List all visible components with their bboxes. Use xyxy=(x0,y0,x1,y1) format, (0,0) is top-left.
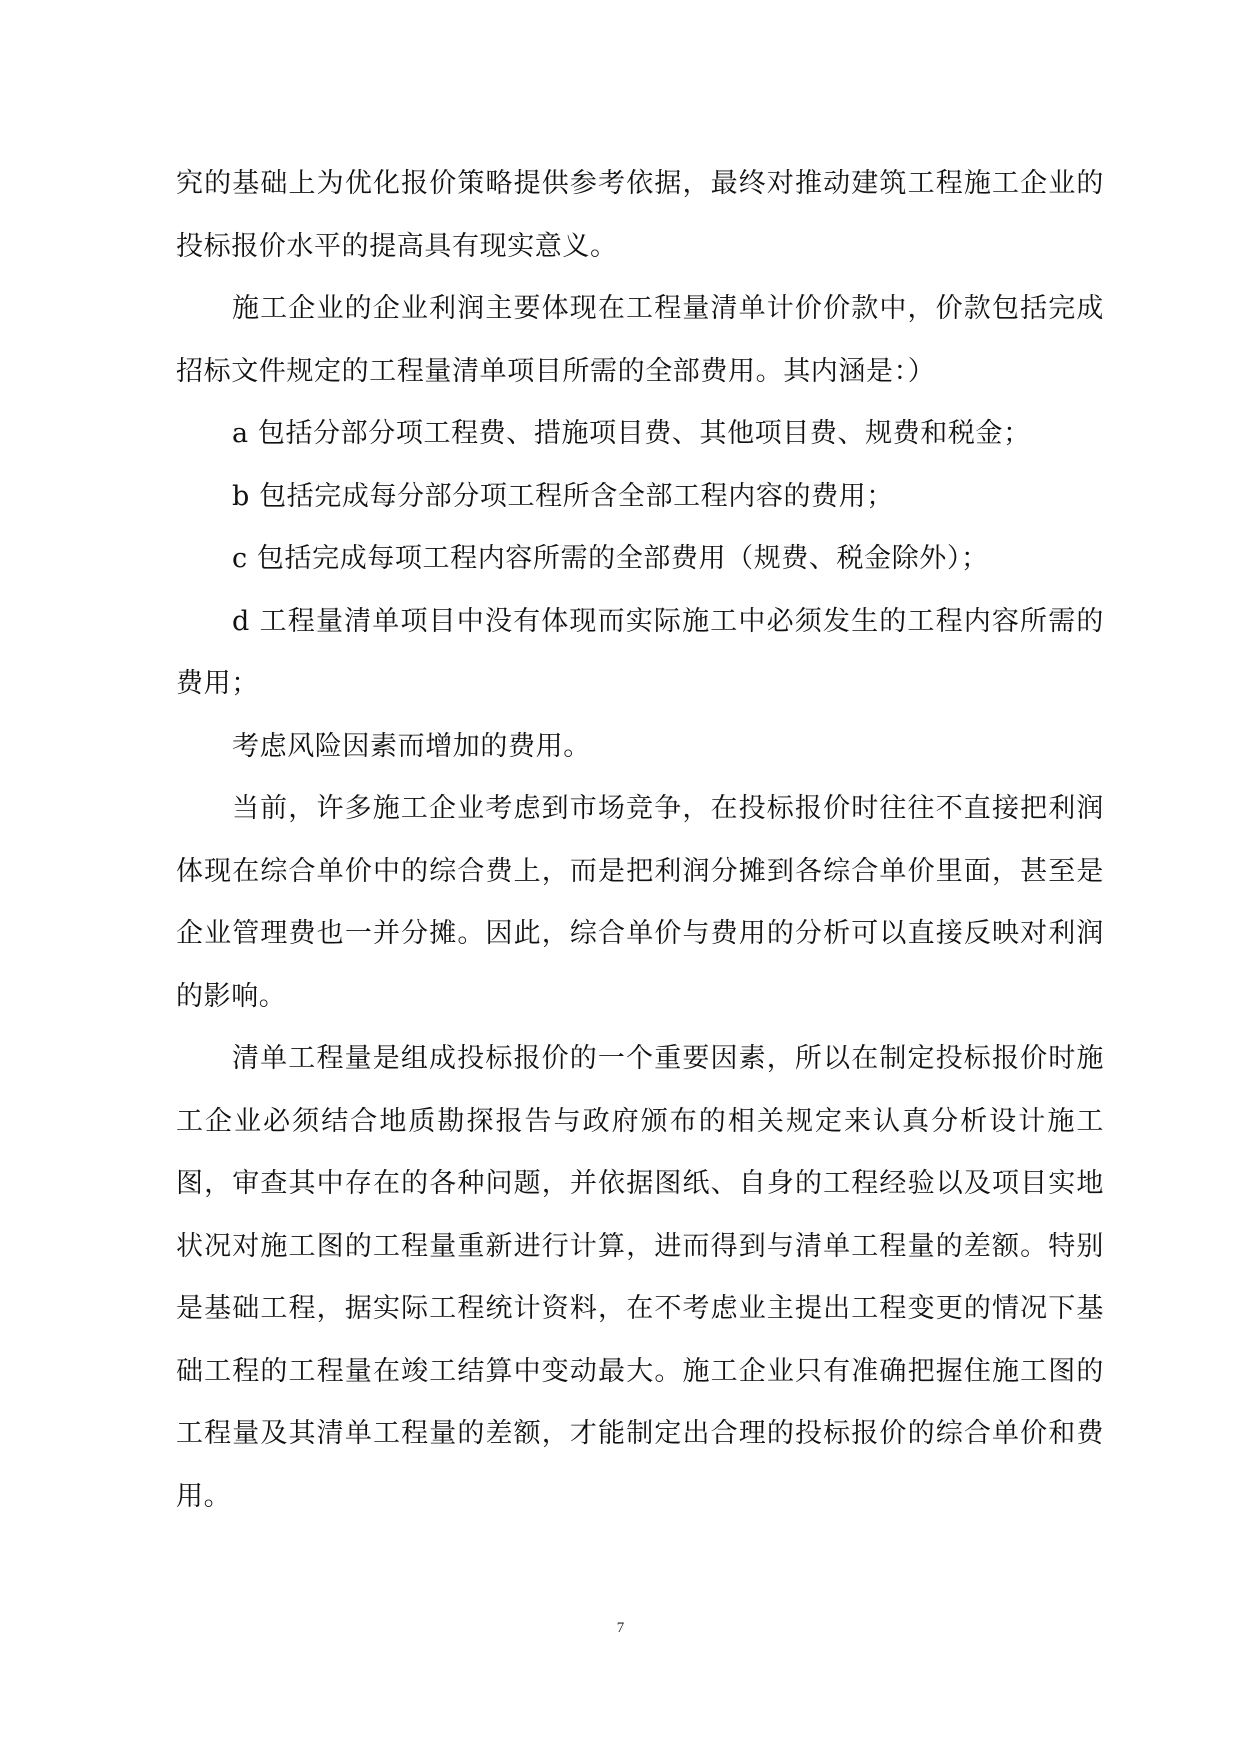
list-item-b: b 包括完成每分部分项工程所含全部工程内容的费用； xyxy=(232,480,894,512)
page-number: 7 xyxy=(616,1620,625,1636)
body-text xyxy=(176,153,1104,1528)
paragraph-risk: 考虑风险因素而增加的费用。 xyxy=(232,730,591,762)
paragraph-continuation: 究的基础上为优化报价策略提供参考依据，最终对推动建筑工程施工企业的投标报价水平的提高具有现实意义。 xyxy=(176,168,1104,262)
list-item-d: d 工程量清单项目中没有体现而实际施工中必须发生的工程内容所需的费用； xyxy=(176,605,1104,699)
paragraph-market: 当前，许多施工企业考虑到市场竞争，在投标报价时往往不直接把利润体现在综合单价中的综合费上，而是把利润分摊到各综合单价里面，甚至是企业管理费也一并分摊。因此，综合单价与费用的分析可以直接反映对利润的影响。 xyxy=(176,793,1104,1012)
list-item-c: c 包括完成每项工程内容所需的全部费用（规费、税金除外）； xyxy=(232,543,989,574)
paragraph-profit-intro: 施工企业的企业利润主要体现在工程量清单计价价款中，价款包括完成招标文件规定的工程量清单项目所需的全部费用。其内涵是：） xyxy=(176,293,1104,387)
paragraph-quantity: 清单工程量是组成投标报价的一个重要因素，所以在制定投标报价时施工企业必须结合地质勘探报告与政府颁布的相关规定来认真分析设计施工图，审查其中存在的各种问题，并依据图纸、自身的工程经验以及项目实地状况对施工图的工程量重新进行计算，进而得到与清单工程量的差额。特别是基础工程，据实际工程统计资料，在不考虑业主提出工程变更的情况下基础工程的工程量在竣工结算中变动最大。施工企业只有准确把握住施工图的工程量及其清单工程量的差额，才能制定出合理的投标报价的综合单价和费用。 xyxy=(176,1043,1104,1512)
list-item-a: a 包括分部分项工程费、措施项目费、其他项目费、规费和税金； xyxy=(232,418,1031,449)
